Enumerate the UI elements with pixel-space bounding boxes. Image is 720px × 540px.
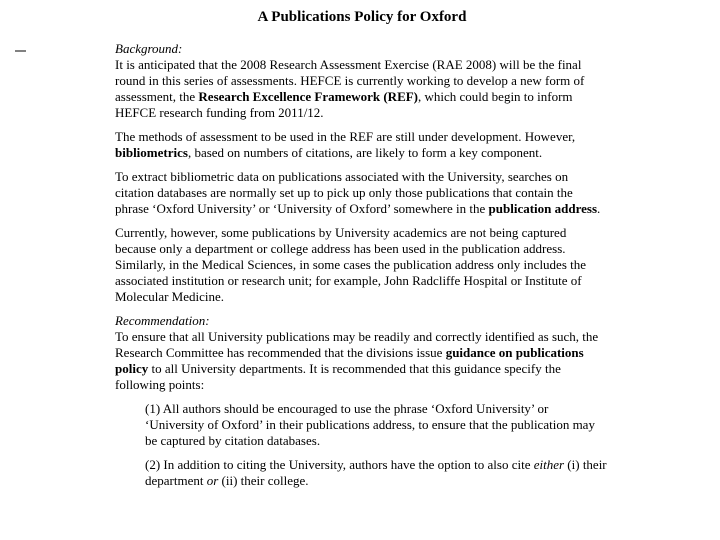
text-run: (ii) their college. bbox=[218, 473, 309, 488]
paragraph bbox=[115, 129, 609, 161]
text-run: guidance on publications policy bbox=[115, 345, 584, 376]
paragraph bbox=[145, 401, 609, 449]
text-run: The methods of assessment to be used in the REF are still under development. However, bbox=[115, 129, 576, 144]
text-run: , which could begin to inform HEFCE research funding from 2011/12. bbox=[115, 89, 573, 120]
paragraph bbox=[115, 169, 609, 217]
text-run: . bbox=[597, 201, 601, 216]
document-content bbox=[115, 8, 609, 497]
text-run: Research Excellence Framework (REF) bbox=[198, 89, 419, 104]
text-run: either bbox=[533, 457, 565, 472]
margin-dash bbox=[15, 50, 26, 52]
text-run: To ensure that all University publications may be readily and correctly identified as such, the Research Committee has recommended that the divisions issue bbox=[115, 329, 599, 360]
paragraph bbox=[115, 57, 609, 121]
text-run: Currently, however, some publications by University academics are not being captured because only a department or college address has been used in the publication address. Similarly, in the Medical Sciences, in some cases the publication address only includes the associated institution or research unit; for example, John Radcliffe Hospital or Institute of Molecular Medicine. bbox=[115, 225, 587, 304]
section-label bbox=[115, 313, 609, 329]
text-run: Background: bbox=[115, 41, 183, 56]
paragraph bbox=[145, 457, 609, 489]
text-run: , based on numbers of citations, are likely to form a key component. bbox=[187, 145, 543, 160]
text-run: To extract bibliometric data on publications associated with the University, searches on citation databases are normally set up to pick up only those publications that contain the phrase ‘Oxford University’ or ‘University of Oxford’ somewhere in the bbox=[115, 169, 573, 216]
text-run: Recommendation: bbox=[115, 313, 210, 328]
text-run: (2) In addition to citing the University, authors have the option to also cite bbox=[145, 457, 534, 472]
text-run: publication address bbox=[488, 201, 598, 216]
text-run: bibliometrics bbox=[115, 145, 188, 160]
text-run: (i) their department bbox=[145, 457, 607, 488]
text-run: to all University departments. It is recommended that this guidance specify the following points: bbox=[115, 361, 561, 392]
paragraph bbox=[115, 329, 609, 393]
document-title: A Publications Policy for Oxford bbox=[257, 9, 467, 25]
document-body bbox=[115, 41, 609, 489]
section-label bbox=[115, 41, 609, 57]
paragraph bbox=[115, 225, 609, 305]
text-run: It is anticipated that the 2008 Research Assessment Exercise (RAE 2008) will be the final round in this series of assessments. HEFCE is currently working to develop a new form of assessment, the bbox=[115, 57, 585, 104]
text-run: or bbox=[206, 473, 219, 488]
text-run: (1) All authors should be encouraged to use the phrase ‘Oxford University’ or ‘University of Oxford’ in their publications address, to ensure that the publication may be captured by citation databases. bbox=[145, 401, 595, 448]
